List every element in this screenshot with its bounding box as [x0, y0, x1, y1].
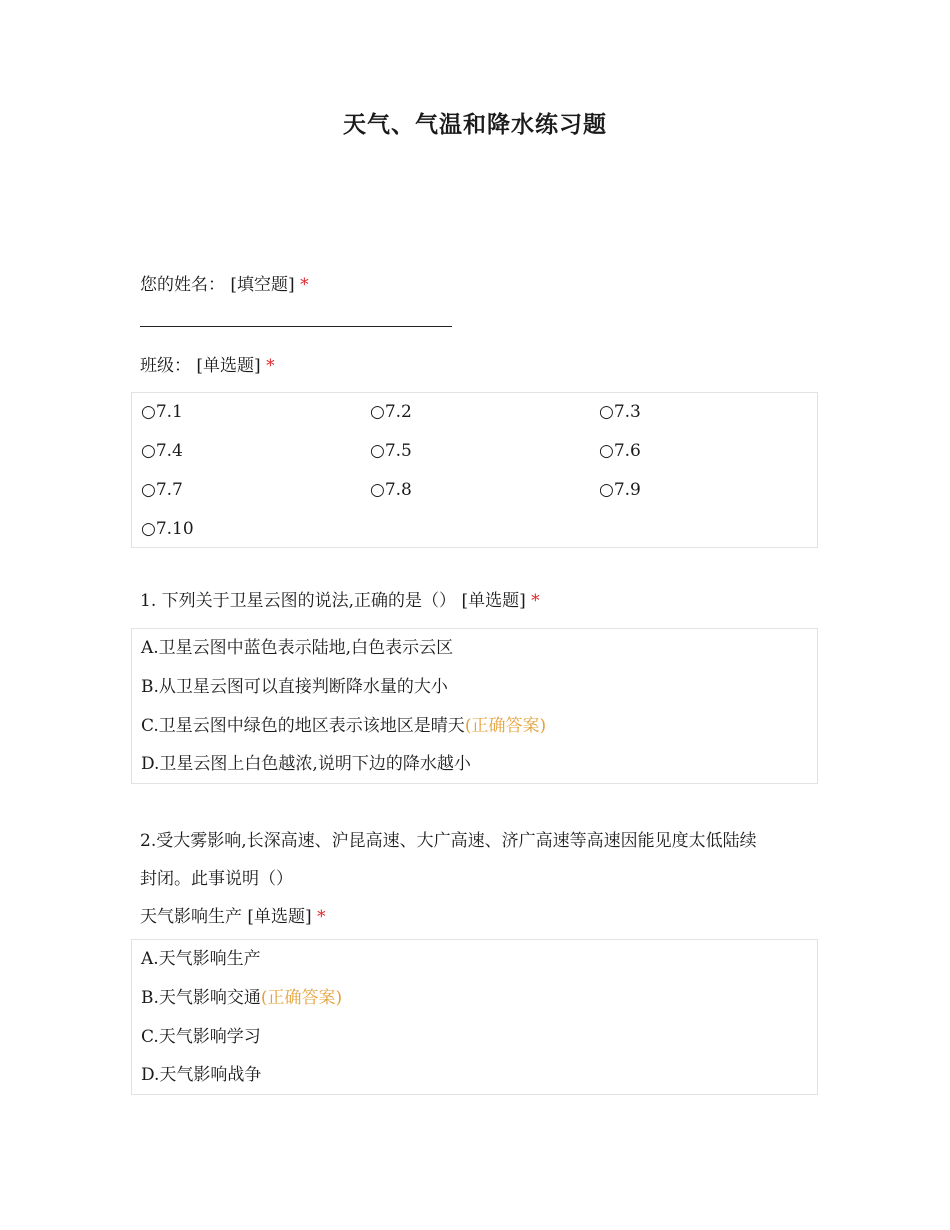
- class-option-7-9[interactable]: ○7.9: [599, 480, 641, 500]
- option-text: A.天气影响生产: [141, 949, 261, 969]
- question-type: [单选题]: [196, 356, 261, 376]
- q2-options: [131, 939, 818, 1095]
- question-text-line-1: 2.受大雾影响,长深高速、沪昆高速、大广高速、济广高速等高速因能见度太低陆续: [140, 831, 757, 851]
- question-1: [140, 589, 540, 613]
- class-option-7-3[interactable]: ○7.3: [599, 402, 641, 422]
- q2-option-a[interactable]: [132, 940, 817, 979]
- class-option-7-4[interactable]: ○7.4: [141, 441, 183, 461]
- question-text-line-2: 封闭。此事说明（）: [140, 869, 293, 889]
- question-text: 1. 下列关于卫星云图的说法,正确的是（）: [140, 591, 457, 611]
- question-subtext: 天气影响生产: [140, 907, 242, 927]
- option-text: C.卫星云图中绿色的地区表示该地区是晴天: [141, 715, 465, 736]
- q1-options: [131, 628, 818, 784]
- q2-option-d[interactable]: [132, 1056, 817, 1095]
- q2-option-b[interactable]: [132, 979, 817, 1018]
- required-mark: *: [266, 356, 275, 376]
- page-title: 天气、气温和降水练习题: [343, 111, 607, 138]
- option-text: C.天气影响学习: [141, 1026, 261, 1047]
- q1-option-b[interactable]: [132, 668, 817, 707]
- option-text: B.天气影响交通: [141, 987, 261, 1008]
- required-mark: *: [300, 275, 309, 295]
- class-option-7-1[interactable]: ○7.1: [141, 402, 183, 422]
- q1-option-d[interactable]: [132, 745, 817, 784]
- question-type: [单选题]: [461, 591, 526, 611]
- required-mark: *: [317, 907, 326, 927]
- question-text-line-3: [140, 898, 820, 936]
- option-text: D.卫星云图上白色越浓,说明下边的降水越小: [141, 754, 471, 775]
- required-mark: *: [531, 591, 540, 611]
- question-class: [140, 354, 275, 378]
- q2-option-c[interactable]: [132, 1018, 817, 1057]
- class-option-7-2[interactable]: ○7.2: [370, 402, 412, 422]
- question-type: [填空题]: [230, 275, 295, 295]
- class-option-7-5[interactable]: ○7.5: [370, 441, 412, 461]
- option-text: A.卫星云图中蓝色表示陆地,白色表示云区: [141, 638, 454, 658]
- correct-answer-mark: (正确答案): [464, 715, 547, 736]
- question-name: [140, 273, 309, 297]
- correct-answer-mark: (正确答案): [260, 987, 343, 1008]
- question-label: 您的姓名：: [140, 275, 225, 295]
- question-type: [单选题]: [247, 907, 312, 927]
- q1-option-a[interactable]: [132, 629, 817, 668]
- class-option-7-7[interactable]: ○7.7: [141, 480, 183, 500]
- option-text: D.天气影响战争: [141, 1065, 262, 1086]
- class-option-7-8[interactable]: ○7.8: [370, 480, 412, 500]
- class-option-7-6[interactable]: ○7.6: [599, 441, 641, 461]
- option-text: B.从卫星云图可以直接判断降水量的大小: [141, 676, 448, 697]
- class-option-7-10[interactable]: ○7.10: [141, 519, 194, 539]
- class-options: [131, 392, 818, 548]
- question-label: 班级：: [140, 356, 191, 376]
- question-2: [140, 822, 820, 936]
- name-fill-blank[interactable]: [140, 326, 452, 327]
- q1-option-c[interactable]: [132, 707, 817, 746]
